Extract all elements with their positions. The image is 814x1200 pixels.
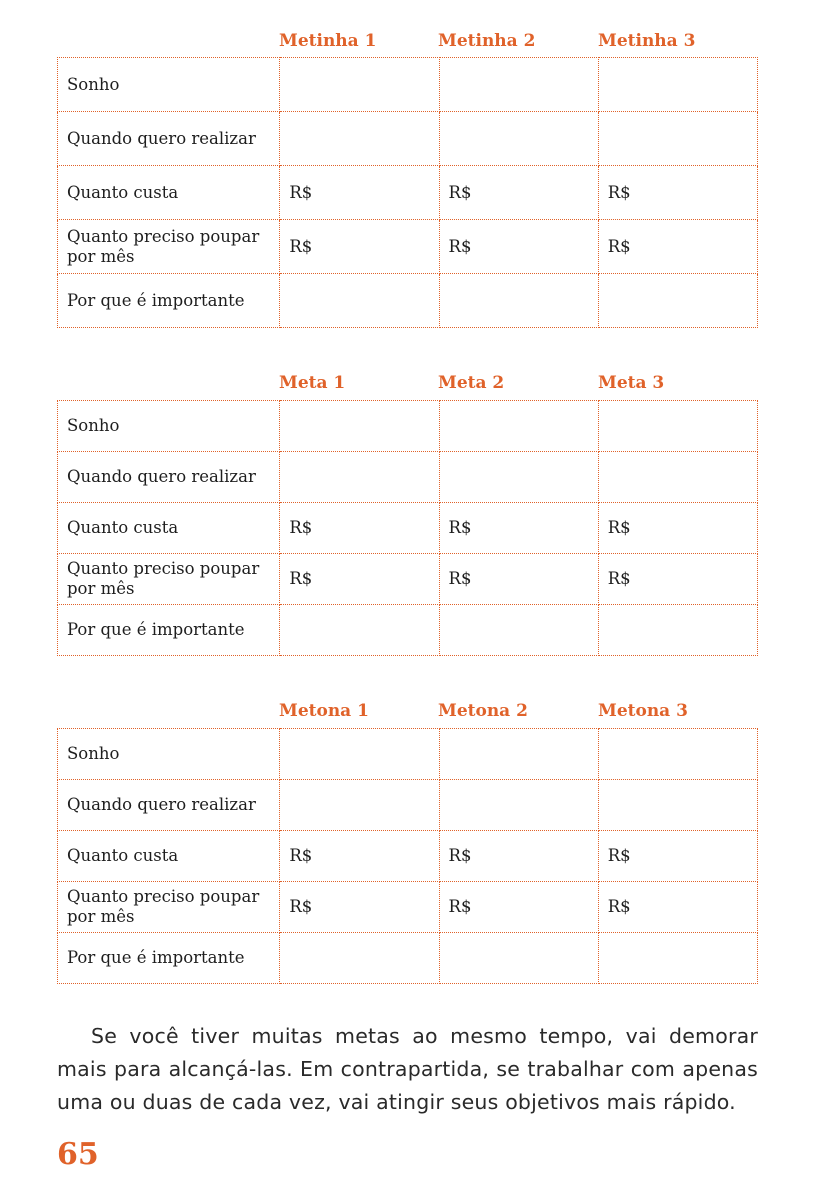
table-cell[interactable] [439,452,598,503]
row-label-por-que-importante: Por que é importante [58,274,280,328]
table-cell[interactable] [598,401,757,452]
table-row [58,58,758,112]
row-label-quando-quero-realizar: Quando quero realizar [58,780,280,831]
table-cell[interactable]: R$ [439,882,598,933]
table-cell[interactable]: R$ [280,882,439,933]
table-cell[interactable] [280,605,439,656]
table-row [58,933,758,984]
meta-section [57,373,758,656]
column-header-metona-1: Metona 1 [279,701,369,721]
row-label-sonho: Sonho [58,58,280,112]
table-row [58,220,758,274]
table-row [58,503,758,554]
table-cell[interactable] [598,729,757,780]
column-header-metinha-2: Metinha 2 [438,31,536,51]
table-row [58,831,758,882]
metinha-section [57,31,758,328]
table-cell[interactable]: R$ [598,554,757,605]
body-paragraph: Se você tiver muitas metas ao mesmo tempo, vai demorar mais para alcançá-las. Em contrapartida, se trabalhar com apenas uma ou duas de cada vez, vai atingir seus objetivos mais rápido. [57,1024,758,1114]
row-label-por-que-importante: Por que é importante [58,605,280,656]
table-row [58,452,758,503]
table-row [58,554,758,605]
table-cell[interactable]: R$ [439,166,598,220]
table-cell[interactable]: R$ [439,831,598,882]
table-cell[interactable]: R$ [280,554,439,605]
table-cell[interactable] [598,274,757,328]
metinha-table [57,57,758,328]
table-cell[interactable] [598,58,757,112]
table-row [58,882,758,933]
column-header-metinha-3: Metinha 3 [598,31,696,51]
table-cell[interactable] [280,933,439,984]
table-cell[interactable]: R$ [439,503,598,554]
table-cell[interactable] [439,274,598,328]
column-header-meta-3: Meta 3 [598,373,665,393]
table-row [58,274,758,328]
table-cell[interactable]: R$ [439,554,598,605]
table-cell[interactable]: R$ [598,882,757,933]
column-header-metona-3: Metona 3 [598,701,688,721]
table-cell[interactable]: R$ [598,831,757,882]
table-cell[interactable]: R$ [280,503,439,554]
table-cell[interactable]: R$ [598,166,757,220]
row-label-quanto-custa: Quanto custa [58,503,280,554]
metona-column-headers [57,701,758,733]
row-label-quando-quero-realizar: Quando quero realizar [58,452,280,503]
table-row [58,780,758,831]
table-row [58,112,758,166]
table-cell[interactable]: R$ [598,503,757,554]
table-row [58,605,758,656]
table-cell[interactable] [598,933,757,984]
row-label-por-que-importante: Por que é importante [58,933,280,984]
row-label-sonho: Sonho [58,729,280,780]
table-cell[interactable]: R$ [598,220,757,274]
table-cell[interactable] [439,401,598,452]
table-cell[interactable] [280,729,439,780]
table-cell[interactable] [598,112,757,166]
table-cell[interactable] [439,112,598,166]
table-cell[interactable] [280,274,439,328]
metinha-column-headers [57,31,758,63]
table-row [58,401,758,452]
table-cell[interactable] [280,780,439,831]
table-cell[interactable]: R$ [439,220,598,274]
row-label-quanto-custa: Quanto custa [58,831,280,882]
column-header-meta-2: Meta 2 [438,373,505,393]
column-header-meta-1: Meta 1 [279,373,346,393]
metona-table [57,728,758,984]
table-cell[interactable] [598,452,757,503]
table-cell[interactable]: R$ [280,166,439,220]
row-label-quanto-preciso-poupar: Quanto preciso poupar por mês [58,882,280,933]
metona-section [57,701,758,984]
table-cell[interactable] [280,112,439,166]
table-cell[interactable] [280,452,439,503]
table-cell[interactable] [280,58,439,112]
table-cell[interactable] [439,933,598,984]
row-label-quanto-preciso-poupar: Quanto preciso poupar por mês [58,554,280,605]
column-header-metona-2: Metona 2 [438,701,528,721]
meta-table [57,400,758,656]
table-cell[interactable] [439,729,598,780]
meta-column-headers [57,373,758,405]
table-cell[interactable] [598,605,757,656]
table-cell[interactable] [439,605,598,656]
row-label-quando-quero-realizar: Quando quero realizar [58,112,280,166]
table-row [58,166,758,220]
table-cell[interactable] [598,780,757,831]
page-number: 65 [57,1137,99,1172]
table-cell[interactable] [439,58,598,112]
table-cell[interactable]: R$ [280,831,439,882]
table-cell[interactable]: R$ [280,220,439,274]
row-label-quanto-preciso-poupar: Quanto preciso poupar por mês [58,220,280,274]
column-header-metinha-1: Metinha 1 [279,31,377,51]
table-cell[interactable] [439,780,598,831]
row-label-quanto-custa: Quanto custa [58,166,280,220]
row-label-sonho: Sonho [58,401,280,452]
table-cell[interactable] [280,401,439,452]
table-row [58,729,758,780]
